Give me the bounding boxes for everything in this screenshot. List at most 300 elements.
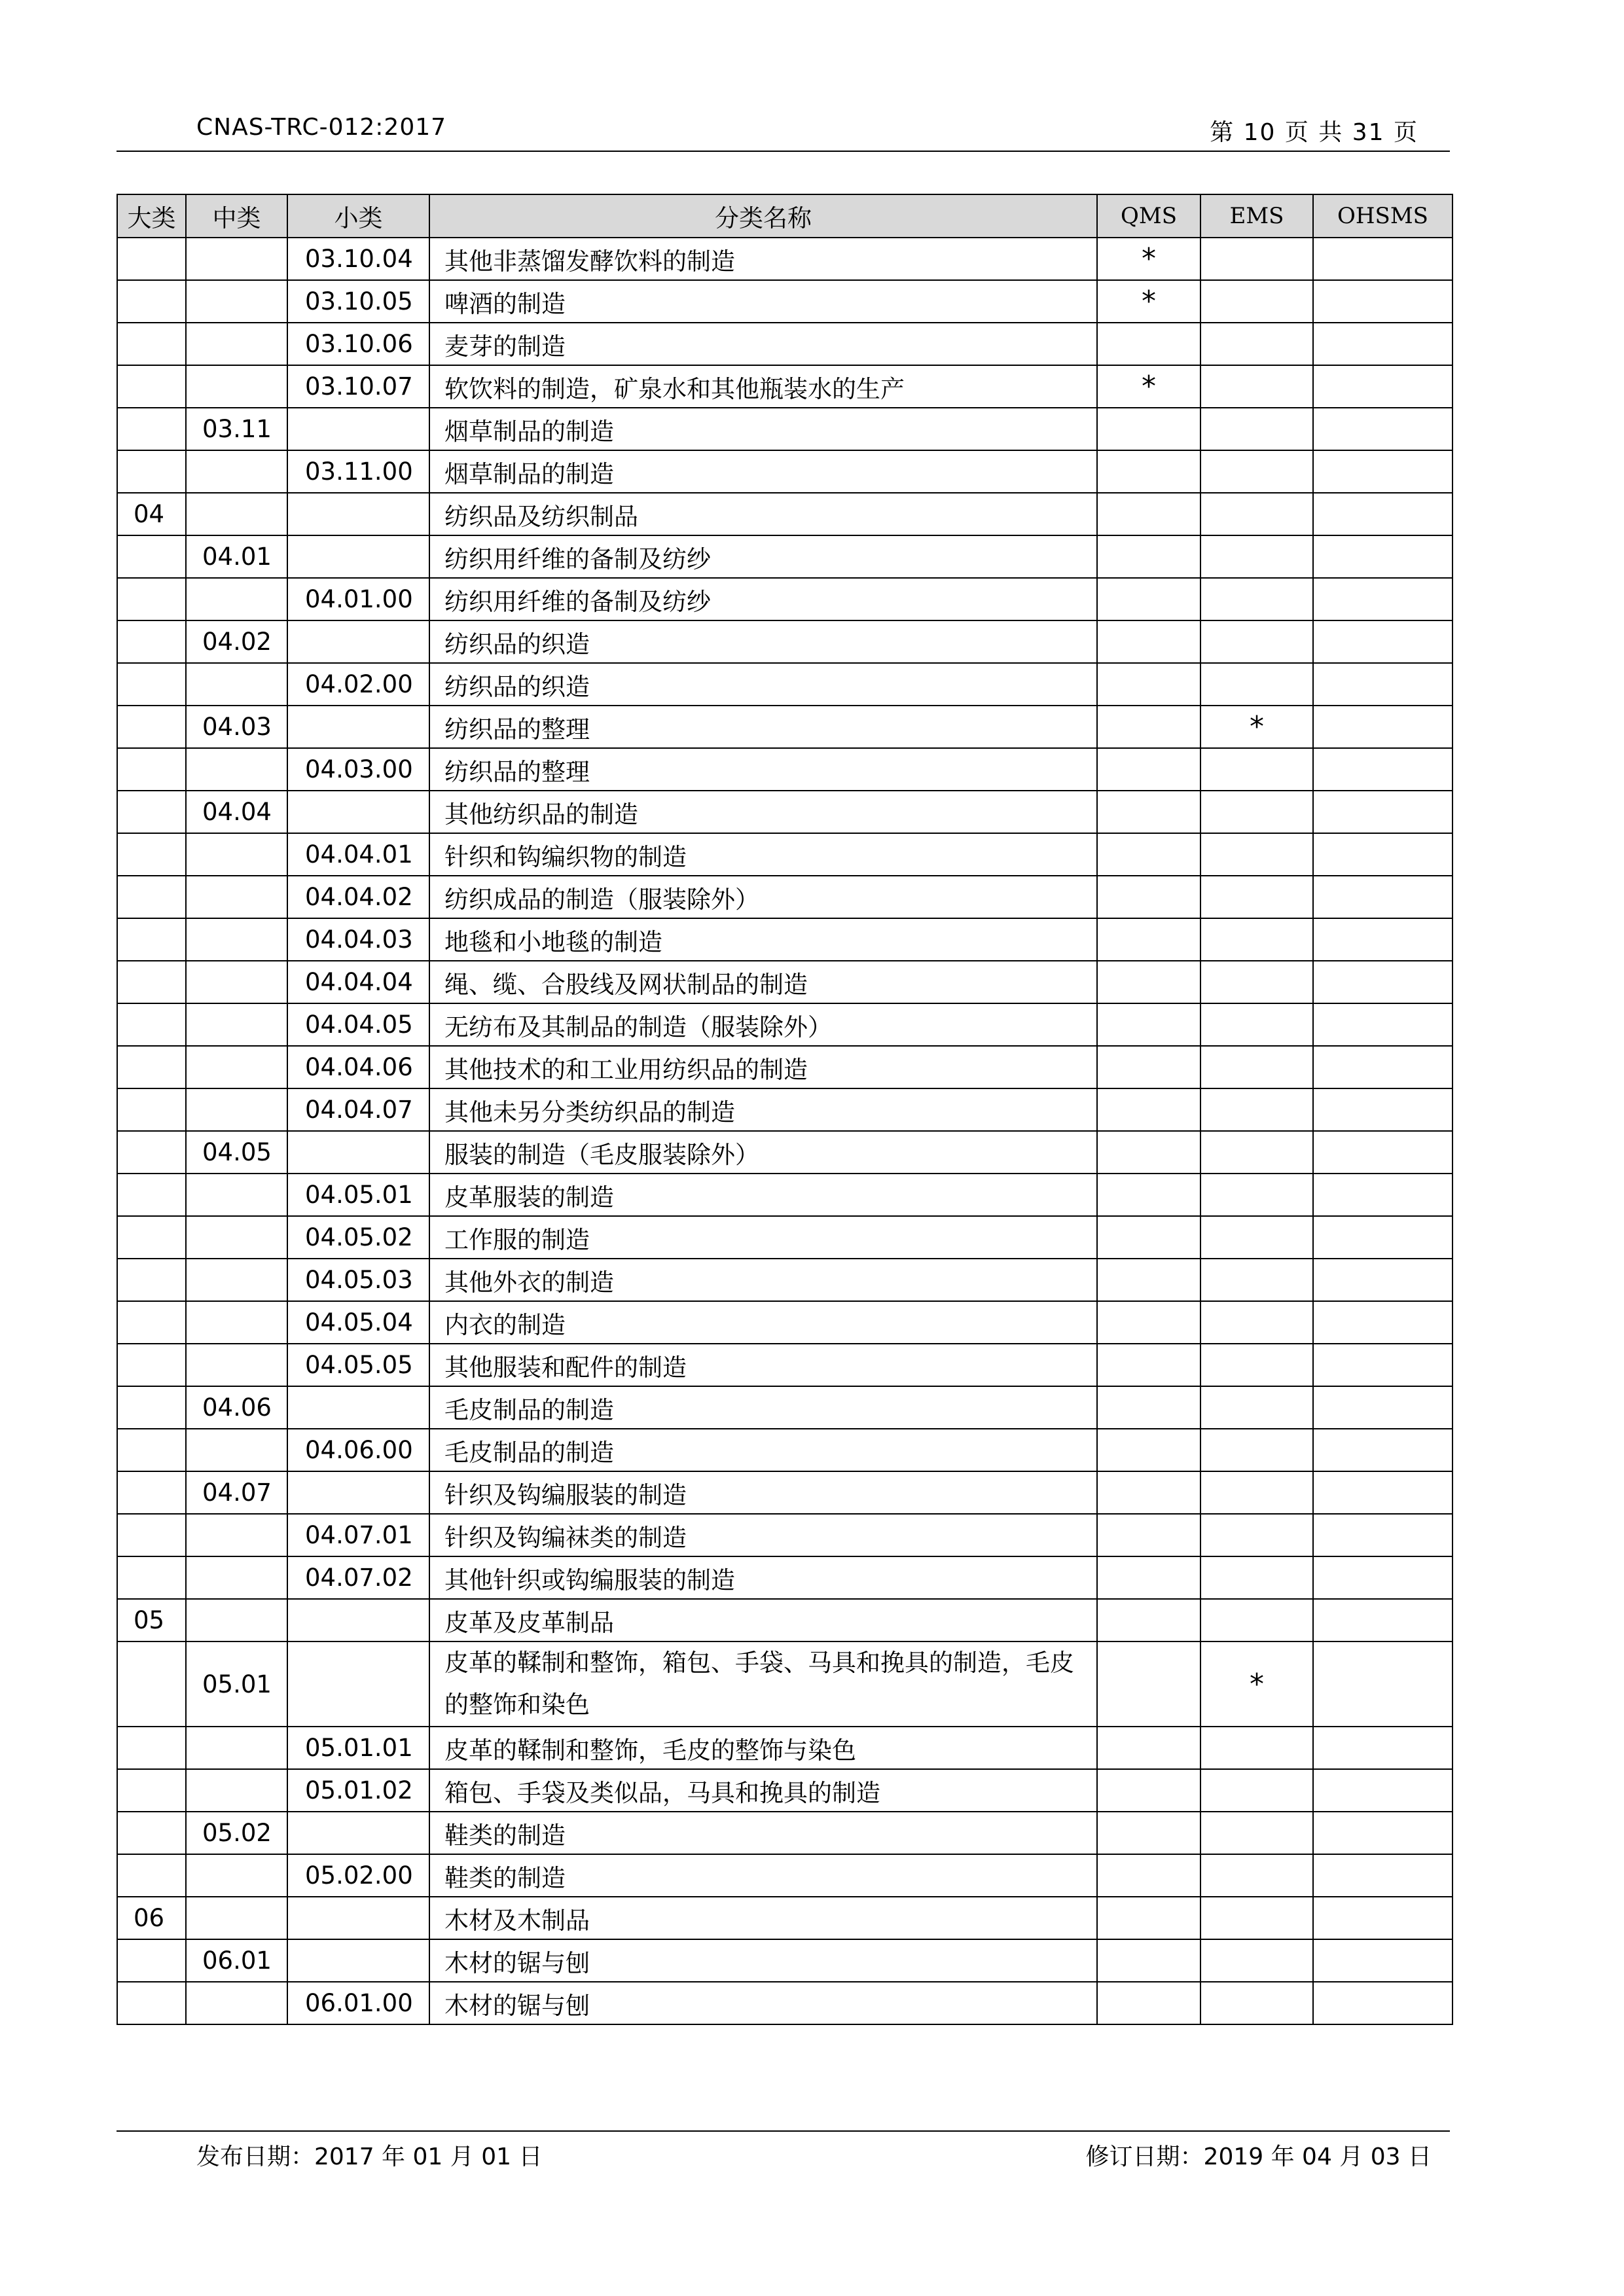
major-category-cell (117, 1174, 186, 1216)
table-row (117, 791, 1453, 833)
ohsms-mark-cell (1313, 1088, 1453, 1131)
qms-mark-cell (1097, 1556, 1200, 1599)
middle-category-cell (186, 493, 287, 535)
qms-mark-cell (1097, 1386, 1200, 1429)
major-category-cell (117, 620, 186, 663)
minor-category-cell (287, 620, 429, 663)
table-row (117, 1812, 1453, 1854)
category-name-cell: 针织及钩编服装的制造 (429, 1471, 1097, 1514)
ohsms-mark-cell (1313, 365, 1453, 408)
ems-mark-cell (1200, 1259, 1313, 1301)
qms-mark-cell (1097, 1131, 1200, 1174)
minor-category-cell: 04.03.00 (287, 748, 429, 791)
ems-mark-cell (1200, 1769, 1313, 1812)
qms-mark-cell (1097, 1982, 1200, 2024)
ems-mark-cell (1200, 1344, 1313, 1386)
qms-mark-cell (1097, 876, 1200, 918)
table-row (117, 1088, 1453, 1131)
middle-category-cell (186, 1088, 287, 1131)
ems-mark-cell (1200, 408, 1313, 450)
ohsms-mark-cell (1313, 1259, 1453, 1301)
major-category-cell (117, 1344, 186, 1386)
ohsms-mark-cell (1313, 1046, 1453, 1088)
ohsms-mark-cell (1313, 663, 1453, 706)
minor-category-cell: 04.07.01 (287, 1514, 429, 1556)
qms-mark-cell (1097, 1429, 1200, 1471)
category-name-cell: 无纺布及其制品的制造（服装除外） (429, 1003, 1097, 1046)
table-row (117, 1301, 1453, 1344)
ems-mark-cell (1200, 1131, 1313, 1174)
column-header-middle: 中类 (186, 194, 287, 238)
category-name-cell: 鞋类的制造 (429, 1812, 1097, 1854)
category-name-cell: 纺织品的整理 (429, 748, 1097, 791)
column-header-ohsms: OHSMS (1313, 194, 1453, 238)
ohsms-mark-cell (1313, 1429, 1453, 1471)
table-row (117, 833, 1453, 876)
middle-category-cell: 04.04 (186, 791, 287, 833)
table-header-row (117, 194, 1453, 238)
qms-mark-cell (1097, 1727, 1200, 1769)
minor-category-cell: 04.04.05 (287, 1003, 429, 1046)
table-row (117, 1386, 1453, 1429)
ems-mark-cell (1200, 748, 1313, 791)
ohsms-mark-cell (1313, 1641, 1453, 1727)
ohsms-mark-cell (1313, 1727, 1453, 1769)
middle-category-cell (186, 1897, 287, 1939)
middle-category-cell (186, 833, 287, 876)
ems-mark-cell (1200, 1514, 1313, 1556)
minor-category-cell: 04.01.00 (287, 578, 429, 620)
minor-category-cell: 05.01.01 (287, 1727, 429, 1769)
major-category-cell (117, 1216, 186, 1259)
category-name-cell: 烟草制品的制造 (429, 408, 1097, 450)
page-header (117, 111, 1450, 152)
qms-mark-cell (1097, 578, 1200, 620)
major-category-cell (117, 1471, 186, 1514)
minor-category-cell: 04.04.03 (287, 918, 429, 961)
ohsms-mark-cell (1313, 578, 1453, 620)
category-name-cell: 箱包、手袋及类似品，马具和挽具的制造 (429, 1769, 1097, 1812)
middle-category-cell (186, 1301, 287, 1344)
ohsms-mark-cell (1313, 620, 1453, 663)
ems-mark-cell (1200, 918, 1313, 961)
minor-category-cell: 04.05.03 (287, 1259, 429, 1301)
ohsms-mark-cell (1313, 535, 1453, 578)
minor-category-cell (287, 1641, 429, 1727)
table-row (117, 535, 1453, 578)
ems-mark-cell (1200, 535, 1313, 578)
minor-category-cell: 04.04.07 (287, 1088, 429, 1131)
ohsms-mark-cell (1313, 706, 1453, 748)
table-row (117, 238, 1453, 280)
ems-mark-cell (1200, 1046, 1313, 1088)
ems-mark-cell (1200, 1727, 1313, 1769)
category-name-cell: 内衣的制造 (429, 1301, 1097, 1344)
category-name-cell: 木材的锯与刨 (429, 1939, 1097, 1982)
major-category-cell: 06 (117, 1897, 186, 1939)
qms-mark-cell (1097, 706, 1200, 748)
ems-mark-cell (1200, 578, 1313, 620)
qms-mark-cell (1097, 620, 1200, 663)
table-row (117, 706, 1453, 748)
table-body (117, 238, 1453, 2024)
major-category-cell (117, 833, 186, 876)
table-row (117, 620, 1453, 663)
minor-category-cell: 06.01.00 (287, 1982, 429, 2024)
qms-mark-cell (1097, 1812, 1200, 1854)
ohsms-mark-cell (1313, 1131, 1453, 1174)
category-name-cell: 其他纺织品的制造 (429, 791, 1097, 833)
qms-mark-cell (1097, 833, 1200, 876)
ohsms-mark-cell (1313, 1897, 1453, 1939)
major-category-cell: 05 (117, 1599, 186, 1641)
category-name-cell: 其他未另分类纺织品的制造 (429, 1088, 1097, 1131)
category-name-cell: 皮革服装的制造 (429, 1174, 1097, 1216)
ems-mark-cell (1200, 1216, 1313, 1259)
major-category-cell (117, 876, 186, 918)
ems-mark-cell (1200, 663, 1313, 706)
ems-mark-cell (1200, 1939, 1313, 1982)
table-row (117, 365, 1453, 408)
category-name-cell: 针织及钩编袜类的制造 (429, 1514, 1097, 1556)
minor-category-cell: 04.02.00 (287, 663, 429, 706)
major-category-cell (117, 1088, 186, 1131)
ohsms-mark-cell (1313, 1174, 1453, 1216)
table-row (117, 450, 1453, 493)
major-category-cell (117, 1301, 186, 1344)
ohsms-mark-cell (1313, 1471, 1453, 1514)
major-category-cell (117, 1003, 186, 1046)
qms-mark-cell (1097, 1344, 1200, 1386)
major-category-cell (117, 918, 186, 961)
ems-mark-cell: * (1200, 1641, 1313, 1727)
category-name-cell: 麦芽的制造 (429, 323, 1097, 365)
ems-mark-cell: * (1200, 706, 1313, 748)
table-row (117, 1046, 1453, 1088)
ohsms-mark-cell (1313, 238, 1453, 280)
ohsms-mark-cell (1313, 323, 1453, 365)
qms-mark-cell (1097, 1514, 1200, 1556)
minor-category-cell (287, 408, 429, 450)
major-category-cell (117, 280, 186, 323)
ems-mark-cell (1200, 620, 1313, 663)
middle-category-cell: 06.01 (186, 1939, 287, 1982)
middle-category-cell (186, 1259, 287, 1301)
major-category-cell (117, 238, 186, 280)
ohsms-mark-cell (1313, 1301, 1453, 1344)
table-row (117, 1471, 1453, 1514)
major-category-cell (117, 706, 186, 748)
qms-mark-cell (1097, 791, 1200, 833)
table-row (117, 408, 1453, 450)
column-header-qms: QMS (1097, 194, 1200, 238)
ems-mark-cell (1200, 1599, 1313, 1641)
qms-mark-cell (1097, 748, 1200, 791)
minor-category-cell: 03.10.05 (287, 280, 429, 323)
ems-mark-cell (1200, 1088, 1313, 1131)
major-category-cell (117, 1854, 186, 1897)
table-row (117, 1769, 1453, 1812)
revision-date: 修订日期：2019 年 04 月 03 日 (1085, 2144, 1432, 2170)
minor-category-cell: 04.05.05 (287, 1344, 429, 1386)
minor-category-cell: 03.10.07 (287, 365, 429, 408)
ems-mark-cell (1200, 1301, 1313, 1344)
middle-category-cell (186, 1556, 287, 1599)
ems-mark-cell (1200, 1812, 1313, 1854)
ohsms-mark-cell (1313, 1556, 1453, 1599)
category-name-cell: 皮革及皮革制品 (429, 1599, 1097, 1641)
category-name-cell: 纺织成品的制造（服装除外） (429, 876, 1097, 918)
middle-category-cell (186, 1982, 287, 2024)
table-row (117, 1641, 1453, 1727)
major-category-cell (117, 961, 186, 1003)
column-header-major: 大类 (117, 194, 186, 238)
category-name-cell: 软饮料的制造，矿泉水和其他瓶装水的生产 (429, 365, 1097, 408)
major-category-cell (117, 1769, 186, 1812)
ohsms-mark-cell (1313, 1003, 1453, 1046)
middle-category-cell (186, 1003, 287, 1046)
table-row (117, 493, 1453, 535)
qms-mark-cell (1097, 1046, 1200, 1088)
ohsms-mark-cell (1313, 1344, 1453, 1386)
qms-mark-cell (1097, 1599, 1200, 1641)
category-name-cell: 工作服的制造 (429, 1216, 1097, 1259)
category-name-cell: 木材的锯与刨 (429, 1982, 1097, 2024)
table-row (117, 1556, 1453, 1599)
ohsms-mark-cell (1313, 1812, 1453, 1854)
ems-mark-cell (1200, 365, 1313, 408)
middle-category-cell (186, 961, 287, 1003)
document-code: CNAS-TRC-012:2017 (196, 114, 447, 141)
ohsms-mark-cell (1313, 1514, 1453, 1556)
qms-mark-cell (1097, 1301, 1200, 1344)
table-row (117, 1259, 1453, 1301)
ems-mark-cell (1200, 961, 1313, 1003)
qms-mark-cell (1097, 918, 1200, 961)
category-name-cell: 其他外衣的制造 (429, 1259, 1097, 1301)
ohsms-mark-cell (1313, 918, 1453, 961)
minor-category-cell: 04.05.04 (287, 1301, 429, 1344)
major-category-cell (117, 663, 186, 706)
ohsms-mark-cell (1313, 791, 1453, 833)
issue-date: 发布日期：2017 年 01 月 01 日 (196, 2144, 543, 2170)
table-row (117, 1174, 1453, 1216)
ohsms-mark-cell (1313, 1386, 1453, 1429)
category-name-cell: 啤酒的制造 (429, 280, 1097, 323)
category-name-cell: 木材及木制品 (429, 1897, 1097, 1939)
qms-mark-cell (1097, 450, 1200, 493)
middle-category-cell (186, 1854, 287, 1897)
ems-mark-cell (1200, 1386, 1313, 1429)
minor-category-cell (287, 493, 429, 535)
qms-mark-cell (1097, 1769, 1200, 1812)
qms-mark-cell (1097, 1088, 1200, 1131)
minor-category-cell (287, 1897, 429, 1939)
category-name-cell: 其他服装和配件的制造 (429, 1344, 1097, 1386)
middle-category-cell (186, 1727, 287, 1769)
major-category-cell (117, 1131, 186, 1174)
table-row (117, 1003, 1453, 1046)
major-category-cell (117, 408, 186, 450)
middle-category-cell (186, 578, 287, 620)
minor-category-cell (287, 1386, 429, 1429)
table-row (117, 748, 1453, 791)
qms-mark-cell (1097, 1939, 1200, 1982)
qms-mark-cell (1097, 323, 1200, 365)
table-row (117, 1216, 1453, 1259)
middle-category-cell: 05.02 (186, 1812, 287, 1854)
middle-category-cell (186, 365, 287, 408)
qms-mark-cell (1097, 1897, 1200, 1939)
major-category-cell (117, 323, 186, 365)
minor-category-cell: 04.04.01 (287, 833, 429, 876)
ohsms-mark-cell (1313, 450, 1453, 493)
table-row (117, 1727, 1453, 1769)
middle-category-cell: 04.06 (186, 1386, 287, 1429)
classification-table (117, 194, 1453, 2025)
major-category-cell (117, 365, 186, 408)
qms-mark-cell (1097, 493, 1200, 535)
middle-category-cell (186, 876, 287, 918)
minor-category-cell: 04.04.04 (287, 961, 429, 1003)
major-category-cell (117, 1641, 186, 1727)
category-name-cell: 纺织用纤维的备制及纺纱 (429, 578, 1097, 620)
category-name-cell: 纺织品的整理 (429, 706, 1097, 748)
middle-category-cell (186, 238, 287, 280)
middle-category-cell (186, 280, 287, 323)
category-name-cell: 绳、缆、合股线及网状制品的制造 (429, 961, 1097, 1003)
ems-mark-cell (1200, 1174, 1313, 1216)
middle-category-cell (186, 1174, 287, 1216)
ohsms-mark-cell (1313, 280, 1453, 323)
major-category-cell (117, 578, 186, 620)
ohsms-mark-cell (1313, 1769, 1453, 1812)
ems-mark-cell (1200, 1897, 1313, 1939)
table-row (117, 1897, 1453, 1939)
qms-mark-cell (1097, 1471, 1200, 1514)
major-category-cell (117, 1259, 186, 1301)
major-category-cell (117, 791, 186, 833)
category-name-cell: 其他非蒸馏发酵饮料的制造 (429, 238, 1097, 280)
table-row (117, 1982, 1453, 2024)
table-row (117, 578, 1453, 620)
ems-mark-cell (1200, 1556, 1313, 1599)
ohsms-mark-cell (1313, 961, 1453, 1003)
middle-category-cell (186, 1514, 287, 1556)
minor-category-cell (287, 1939, 429, 1982)
middle-category-cell: 04.02 (186, 620, 287, 663)
middle-category-cell (186, 918, 287, 961)
qms-mark-cell (1097, 1174, 1200, 1216)
minor-category-cell (287, 535, 429, 578)
table-row (117, 918, 1453, 961)
table-row (117, 323, 1453, 365)
middle-category-cell (186, 1344, 287, 1386)
category-name-cell: 其他技术的和工业用纺织品的制造 (429, 1046, 1097, 1088)
middle-category-cell (186, 663, 287, 706)
ohsms-mark-cell (1313, 833, 1453, 876)
middle-category-cell: 04.03 (186, 706, 287, 748)
minor-category-cell: 04.07.02 (287, 1556, 429, 1599)
category-name-cell: 服装的制造（毛皮服装除外） (429, 1131, 1097, 1174)
qms-mark-cell: * (1097, 280, 1200, 323)
minor-category-cell: 03.10.04 (287, 238, 429, 280)
table-row (117, 280, 1453, 323)
ems-mark-cell (1200, 876, 1313, 918)
ems-mark-cell (1200, 1854, 1313, 1897)
middle-category-cell (186, 450, 287, 493)
qms-mark-cell (1097, 408, 1200, 450)
category-name-cell: 毛皮制品的制造 (429, 1429, 1097, 1471)
major-category-cell (117, 1556, 186, 1599)
ems-mark-cell (1200, 238, 1313, 280)
middle-category-cell (186, 1429, 287, 1471)
category-name-cell: 毛皮制品的制造 (429, 1386, 1097, 1429)
table-row (117, 1429, 1453, 1471)
category-name-cell: 地毯和小地毯的制造 (429, 918, 1097, 961)
minor-category-cell: 04.04.06 (287, 1046, 429, 1088)
major-category-cell (117, 1939, 186, 1982)
minor-category-cell: 04.05.01 (287, 1174, 429, 1216)
table-row (117, 1514, 1453, 1556)
minor-category-cell: 04.05.02 (287, 1216, 429, 1259)
qms-mark-cell (1097, 1259, 1200, 1301)
category-name-cell: 其他针织或钩编服装的制造 (429, 1556, 1097, 1599)
qms-mark-cell: * (1097, 238, 1200, 280)
ohsms-mark-cell (1313, 493, 1453, 535)
table-row (117, 1939, 1453, 1982)
major-category-cell (117, 1727, 186, 1769)
ems-mark-cell (1200, 450, 1313, 493)
table-row (117, 876, 1453, 918)
middle-category-cell: 03.11 (186, 408, 287, 450)
minor-category-cell (287, 791, 429, 833)
ohsms-mark-cell (1313, 1939, 1453, 1982)
category-name-cell: 烟草制品的制造 (429, 450, 1097, 493)
ems-mark-cell (1200, 833, 1313, 876)
table-row (117, 1854, 1453, 1897)
minor-category-cell: 05.01.02 (287, 1769, 429, 1812)
category-name-cell: 纺织品的织造 (429, 620, 1097, 663)
minor-category-cell: 05.02.00 (287, 1854, 429, 1897)
major-category-cell (117, 450, 186, 493)
qms-mark-cell (1097, 1641, 1200, 1727)
ohsms-mark-cell (1313, 748, 1453, 791)
ems-mark-cell (1200, 1429, 1313, 1471)
major-category-cell (117, 1982, 186, 2024)
major-category-cell (117, 1812, 186, 1854)
major-category-cell (117, 1514, 186, 1556)
ems-mark-cell (1200, 493, 1313, 535)
ems-mark-cell (1200, 791, 1313, 833)
middle-category-cell: 04.01 (186, 535, 287, 578)
qms-mark-cell (1097, 1854, 1200, 1897)
ohsms-mark-cell (1313, 1982, 1453, 2024)
table-row (117, 961, 1453, 1003)
middle-category-cell (186, 323, 287, 365)
minor-category-cell: 03.10.06 (287, 323, 429, 365)
minor-category-cell: 04.04.02 (287, 876, 429, 918)
qms-mark-cell (1097, 1003, 1200, 1046)
middle-category-cell (186, 1046, 287, 1088)
minor-category-cell (287, 1812, 429, 1854)
ems-mark-cell (1200, 1003, 1313, 1046)
qms-mark-cell (1097, 663, 1200, 706)
minor-category-cell: 03.11.00 (287, 450, 429, 493)
qms-mark-cell (1097, 1216, 1200, 1259)
major-category-cell (117, 1046, 186, 1088)
ohsms-mark-cell (1313, 1854, 1453, 1897)
